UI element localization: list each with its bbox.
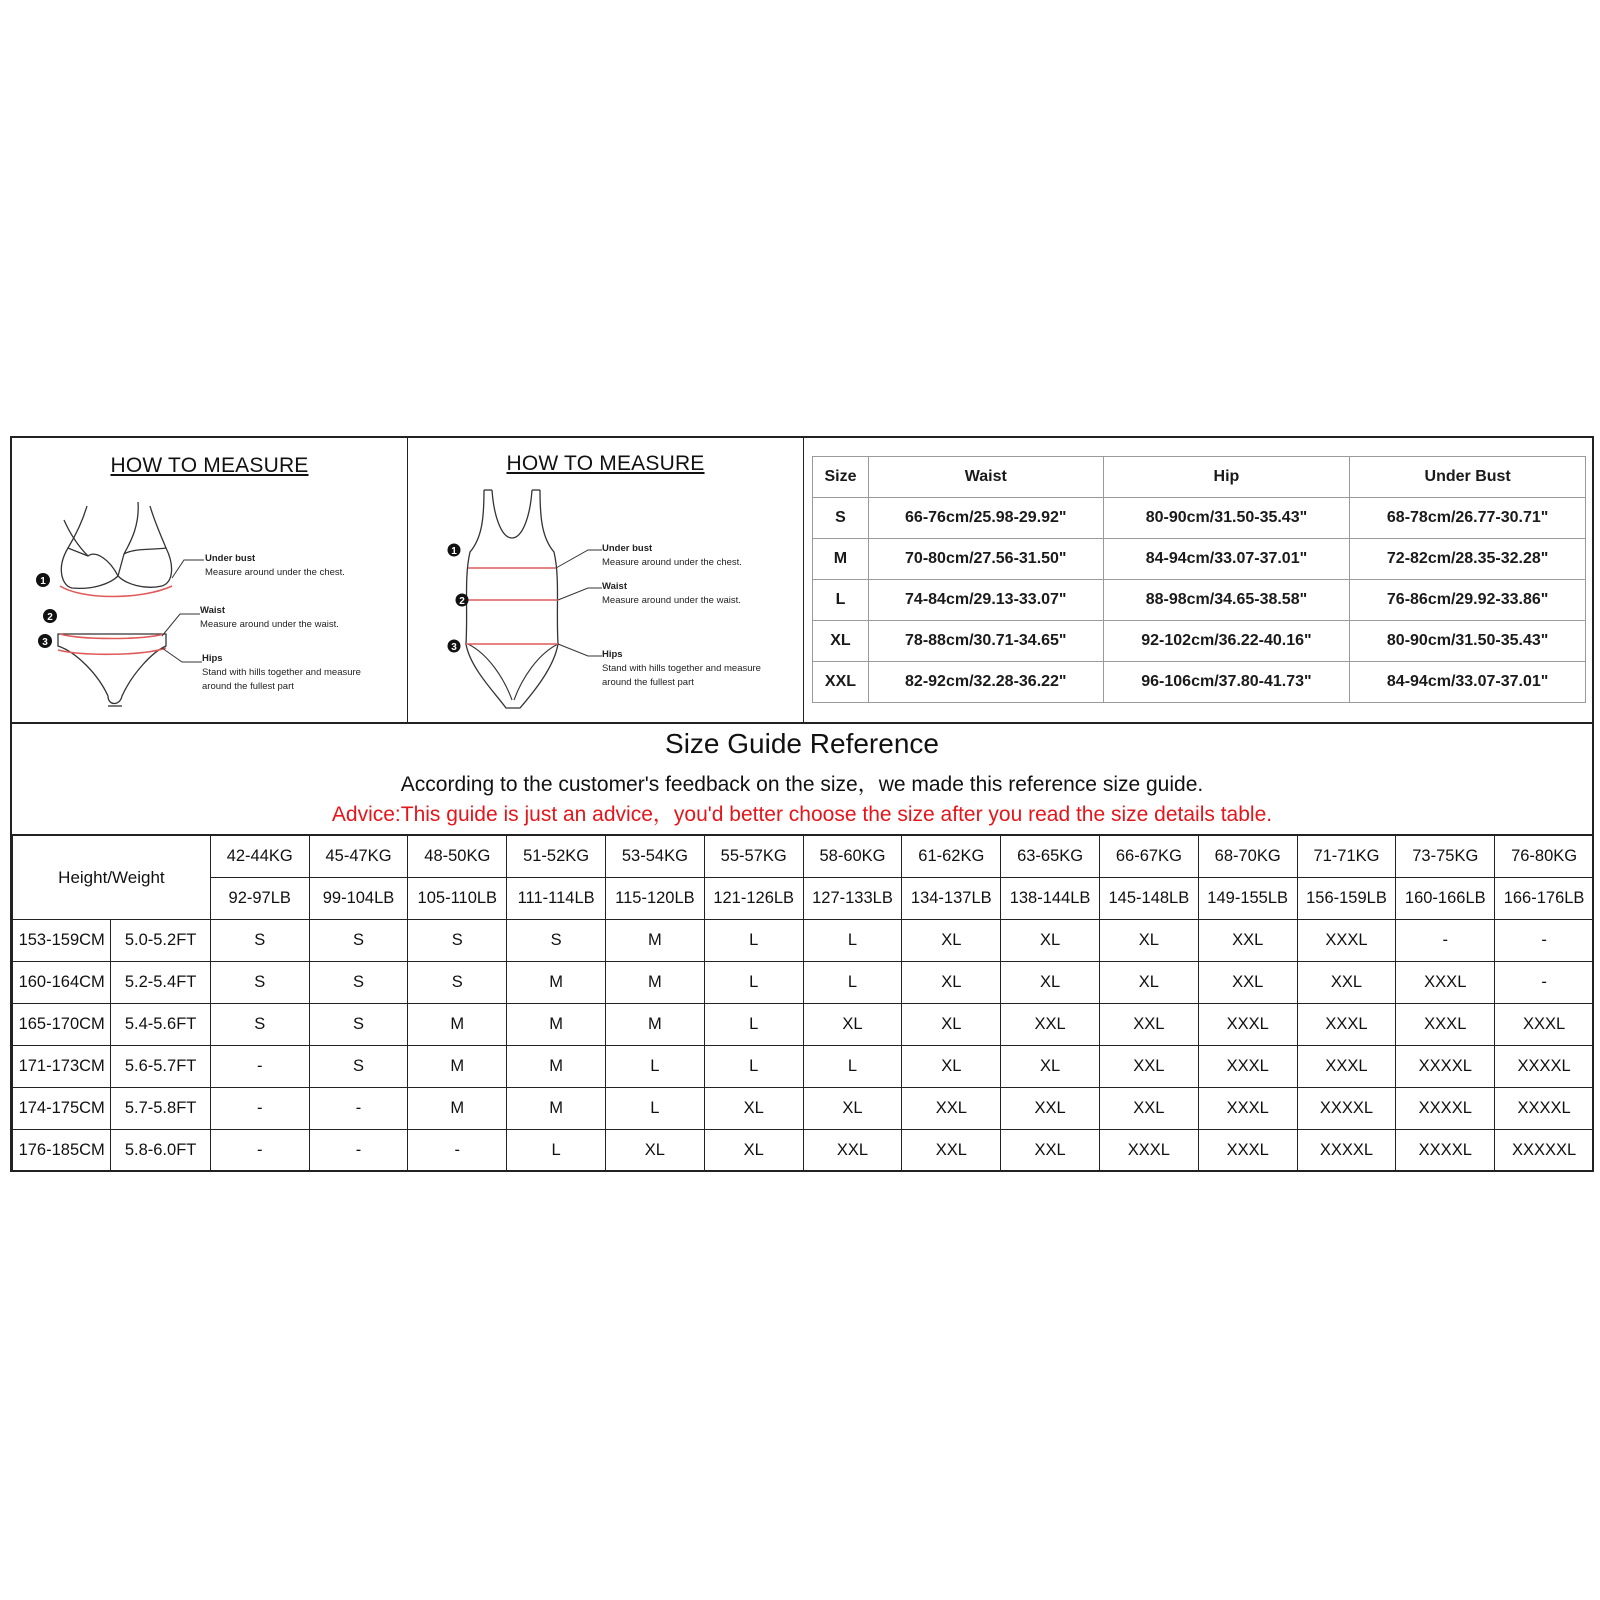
recommended-size-cell: M	[507, 962, 606, 1004]
recommended-size-cell: XL	[1001, 1046, 1100, 1088]
recommended-size-cell: XXXL	[1297, 1004, 1396, 1046]
recommended-size-cell: -	[408, 1130, 507, 1172]
size-table-row	[813, 662, 1586, 703]
weight-lb-header: 149-155LB	[1198, 878, 1297, 920]
recommended-size-cell: M	[408, 1046, 507, 1088]
hips-desc-line2: around the fullest part	[602, 677, 694, 688]
weight-lb-header: 145-148LB	[1099, 878, 1198, 920]
recommended-size-cell: XXXXL	[1396, 1130, 1495, 1172]
reference-row	[13, 1130, 1594, 1172]
recommended-size-cell: XXL	[1297, 962, 1396, 1004]
size-table-cell: 84-94cm/33.07-37.01"	[1350, 662, 1586, 703]
size-table-header-row	[813, 457, 1586, 498]
under-bust-desc: Measure around under the chest.	[205, 567, 345, 578]
reference-row	[13, 1004, 1594, 1046]
height-cm-cell: 174-175CM	[13, 1088, 111, 1130]
weight-lb-header: 111-114LB	[507, 878, 606, 920]
size-table-row	[813, 539, 1586, 580]
size-table-cell: S	[813, 498, 869, 539]
recommended-size-cell: L	[606, 1046, 705, 1088]
recommended-size-cell: M	[507, 1088, 606, 1130]
weight-lb-header: 160-166LB	[1396, 878, 1495, 920]
size-table-cell: 76-86cm/29.92-33.86"	[1350, 580, 1586, 621]
height-cm-cell: 160-164CM	[13, 962, 111, 1004]
size-table-cell: 80-90cm/31.50-35.43"	[1350, 621, 1586, 662]
recommended-size-cell: XXXL	[1198, 1130, 1297, 1172]
recommended-size-cell: XXL	[902, 1088, 1001, 1130]
recommended-size-cell: L	[803, 1046, 902, 1088]
recommended-size-cell: XXXL	[1198, 1046, 1297, 1088]
size-table-row	[813, 621, 1586, 662]
reference-row	[13, 920, 1594, 962]
size-table-cell: 80-90cm/31.50-35.43"	[1103, 498, 1350, 539]
weight-kg-header: 53-54KG	[606, 835, 705, 878]
hips-desc-line2: around the fullest part	[202, 681, 294, 692]
recommended-size-cell: XL	[902, 1046, 1001, 1088]
recommended-size-cell: S	[408, 920, 507, 962]
recommended-size-cell: M	[408, 1004, 507, 1046]
weight-kg-header: 61-62KG	[902, 835, 1001, 878]
recommended-size-cell: -	[309, 1130, 408, 1172]
weight-kg-header: 66-67KG	[1099, 835, 1198, 878]
reference-subtitle: According to the customer's feedback on the size，we made this reference size guide.	[400, 773, 1204, 796]
size-measurement-panel	[804, 438, 1594, 722]
waist-desc: Measure around under the waist.	[602, 595, 741, 606]
size-table-cell: XL	[813, 621, 869, 662]
how-to-measure-onepiece-panel	[408, 438, 804, 722]
svg-text:3: 3	[42, 637, 48, 648]
hip-line	[58, 648, 166, 654]
recommended-size-cell: M	[507, 1046, 606, 1088]
recommended-size-cell: XXL	[1001, 1004, 1100, 1046]
reference-kg-row	[13, 835, 1594, 878]
recommended-size-cell: -	[1495, 962, 1594, 1004]
weight-kg-header: 73-75KG	[1396, 835, 1495, 878]
weight-lb-header: 127-133LB	[803, 878, 902, 920]
size-table-cell: 96-106cm/37.80-41.73"	[1103, 662, 1350, 703]
recommended-size-cell: M	[606, 962, 705, 1004]
recommended-size-cell: L	[507, 1130, 606, 1172]
svg-text:1: 1	[451, 546, 457, 557]
recommended-size-cell: XL	[902, 1004, 1001, 1046]
svg-text:2: 2	[47, 612, 53, 623]
size-table-cell: 92-102cm/36.22-40.16"	[1103, 621, 1350, 662]
recommended-size-cell: XXXL	[1198, 1004, 1297, 1046]
size-reference-table	[12, 834, 1594, 1172]
recommended-size-cell: XL	[704, 1088, 803, 1130]
size-table-header: Hip	[1103, 457, 1350, 498]
recommended-size-cell: XXL	[1198, 920, 1297, 962]
weight-kg-header: 68-70KG	[1198, 835, 1297, 878]
recommended-size-cell: XL	[803, 1004, 902, 1046]
recommended-size-cell: S	[210, 962, 309, 1004]
svg-text:2: 2	[459, 596, 465, 607]
under-bust-desc: Measure around under the chest.	[602, 557, 742, 568]
recommended-size-cell: XXL	[1001, 1088, 1100, 1130]
weight-kg-header: 48-50KG	[408, 835, 507, 878]
size-table-row	[813, 498, 1586, 539]
how-to-measure-title: HOW TO MEASURE	[506, 452, 705, 475]
recommended-size-cell: XXXXL	[1396, 1046, 1495, 1088]
svg-text:1: 1	[40, 576, 46, 587]
recommended-size-cell: -	[1495, 920, 1594, 962]
size-table-cell: 70-80cm/27.56-31.50"	[868, 539, 1103, 580]
size-table-cell: XXL	[813, 662, 869, 703]
recommended-size-cell: XXXXL	[1297, 1088, 1396, 1130]
recommended-size-cell: XXL	[1099, 1046, 1198, 1088]
recommended-size-cell: M	[606, 1004, 705, 1046]
recommended-size-cell: XXXL	[1297, 920, 1396, 962]
size-table-cell: L	[813, 580, 869, 621]
height-cm-cell: 176-185CM	[13, 1130, 111, 1172]
recommended-size-cell: L	[704, 1046, 803, 1088]
how-to-measure-title: HOW TO MEASURE	[110, 454, 309, 477]
recommended-size-cell: XXXL	[1198, 1088, 1297, 1130]
hips-label: Hips	[202, 653, 223, 664]
height-ft-cell: 5.4-5.6FT	[111, 1004, 210, 1046]
reference-row	[13, 1046, 1594, 1088]
size-table-cell: 72-82cm/28.35-32.28"	[1350, 539, 1586, 580]
recommended-size-cell: XXXL	[1297, 1046, 1396, 1088]
recommended-size-cell: XXXXXL	[1495, 1130, 1594, 1172]
recommended-size-cell: L	[704, 1004, 803, 1046]
weight-lb-header: 121-126LB	[704, 878, 803, 920]
weight-kg-header: 63-65KG	[1001, 835, 1100, 878]
waist-line	[60, 634, 164, 639]
under-bust-label: Under bust	[205, 553, 256, 564]
weight-lb-header: 99-104LB	[309, 878, 408, 920]
recommended-size-cell: L	[803, 962, 902, 1004]
weight-lb-header: 115-120LB	[606, 878, 705, 920]
recommended-size-cell: XXXL	[1495, 1004, 1594, 1046]
height-cm-cell: 171-173CM	[13, 1046, 111, 1088]
hips-desc-line1: Stand with hills together and measure	[602, 663, 761, 674]
recommended-size-cell: M	[606, 920, 705, 962]
how-to-measure-bikini-panel	[12, 438, 408, 722]
size-table-cell: 78-88cm/30.71-34.65"	[868, 621, 1103, 662]
size-measurement-table	[812, 456, 1586, 703]
size-table-cell: 68-78cm/26.77-30.71"	[1350, 498, 1586, 539]
recommended-size-cell: S	[309, 1046, 408, 1088]
recommended-size-cell: S	[210, 1004, 309, 1046]
weight-lb-header: 166-176LB	[1495, 878, 1594, 920]
section-divider	[12, 722, 1592, 724]
recommended-size-cell: S	[309, 1004, 408, 1046]
recommended-size-cell: XXXXL	[1297, 1130, 1396, 1172]
recommended-size-cell: XXXXL	[1396, 1088, 1495, 1130]
weight-kg-header: 76-80KG	[1495, 835, 1594, 878]
waist-desc: Measure around under the waist.	[200, 619, 339, 630]
weight-kg-header: 55-57KG	[704, 835, 803, 878]
reference-title: Size Guide Reference	[665, 728, 939, 759]
size-table-header: Under Bust	[1350, 457, 1586, 498]
weight-lb-header: 105-110LB	[408, 878, 507, 920]
recommended-size-cell: XL	[606, 1130, 705, 1172]
height-ft-cell: 5.2-5.4FT	[111, 962, 210, 1004]
recommended-size-cell: XL	[902, 920, 1001, 962]
recommended-size-cell: S	[210, 920, 309, 962]
under-bust-label: Under bust	[602, 543, 653, 554]
recommended-size-cell: XL	[1099, 962, 1198, 1004]
reference-row	[13, 1088, 1594, 1130]
recommended-size-cell: XL	[1001, 962, 1100, 1004]
reference-lb-row	[13, 878, 1594, 920]
recommended-size-cell: L	[803, 920, 902, 962]
recommended-size-cell: XL	[704, 1130, 803, 1172]
recommended-size-cell: M	[507, 1004, 606, 1046]
recommended-size-cell: XXL	[1099, 1004, 1198, 1046]
hips-desc-line1: Stand with hills together and measure	[202, 667, 361, 678]
hips-label: Hips	[602, 649, 623, 660]
recommended-size-cell: XXXL	[1396, 1004, 1495, 1046]
height-cm-cell: 153-159CM	[13, 920, 111, 962]
weight-lb-header: 156-159LB	[1297, 878, 1396, 920]
recommended-size-cell: XL	[1001, 920, 1100, 962]
weight-kg-header: 58-60KG	[803, 835, 902, 878]
recommended-size-cell: XXL	[803, 1130, 902, 1172]
recommended-size-cell: XL	[803, 1088, 902, 1130]
recommended-size-cell: L	[606, 1088, 705, 1130]
size-table-header: Size	[813, 457, 869, 498]
recommended-size-cell: XXXXL	[1495, 1046, 1594, 1088]
waist-label: Waist	[200, 605, 225, 616]
recommended-size-cell: XXL	[1099, 1088, 1198, 1130]
size-table-cell: 66-76cm/25.98-29.92"	[868, 498, 1103, 539]
recommended-size-cell: S	[408, 962, 507, 1004]
reference-advice: Advice:This guide is just an advice，you'd better choose the size after you read the size details table.	[331, 803, 1273, 826]
recommended-size-cell: S	[309, 920, 408, 962]
recommended-size-cell: XXL	[1198, 962, 1297, 1004]
waist-label: Waist	[602, 581, 627, 592]
recommended-size-cell: XXL	[1001, 1130, 1100, 1172]
weight-lb-header: 92-97LB	[210, 878, 309, 920]
height-weight-label: Height/Weight	[13, 835, 211, 920]
size-chart-frame	[10, 436, 1594, 1172]
recommended-size-cell: XXL	[902, 1130, 1001, 1172]
weight-kg-header: 42-44KG	[210, 835, 309, 878]
reference-row	[13, 962, 1594, 1004]
recommended-size-cell: -	[1396, 920, 1495, 962]
size-table-row	[813, 580, 1586, 621]
recommended-size-cell: M	[408, 1088, 507, 1130]
weight-lb-header: 134-137LB	[902, 878, 1001, 920]
size-table-cell: 84-94cm/33.07-37.01"	[1103, 539, 1350, 580]
recommended-size-cell: -	[309, 1088, 408, 1130]
size-table-header: Waist	[868, 457, 1103, 498]
recommended-size-cell: S	[507, 920, 606, 962]
size-table-cell: M	[813, 539, 869, 580]
recommended-size-cell: XL	[902, 962, 1001, 1004]
size-table-cell: 74-84cm/29.13-33.07"	[868, 580, 1103, 621]
recommended-size-cell: L	[704, 962, 803, 1004]
recommended-size-cell: XXXL	[1396, 962, 1495, 1004]
recommended-size-cell: -	[210, 1046, 309, 1088]
recommended-size-cell: XXXXL	[1495, 1088, 1594, 1130]
height-ft-cell: 5.6-5.7FT	[111, 1046, 210, 1088]
height-ft-cell: 5.8-6.0FT	[111, 1130, 210, 1172]
recommended-size-cell: L	[704, 920, 803, 962]
height-ft-cell: 5.7-5.8FT	[111, 1088, 210, 1130]
recommended-size-cell: S	[309, 962, 408, 1004]
svg-text:3: 3	[451, 642, 457, 653]
recommended-size-cell: -	[210, 1130, 309, 1172]
weight-kg-header: 45-47KG	[309, 835, 408, 878]
size-table-cell: 88-98cm/34.65-38.58"	[1103, 580, 1350, 621]
recommended-size-cell: XL	[1099, 920, 1198, 962]
recommended-size-cell: -	[210, 1088, 309, 1130]
size-table-cell: 82-92cm/32.28-36.22"	[868, 662, 1103, 703]
weight-kg-header: 51-52KG	[507, 835, 606, 878]
height-ft-cell: 5.0-5.2FT	[111, 920, 210, 962]
height-cm-cell: 165-170CM	[13, 1004, 111, 1046]
weight-kg-header: 71-71KG	[1297, 835, 1396, 878]
weight-lb-header: 138-144LB	[1001, 878, 1100, 920]
recommended-size-cell: XXXL	[1099, 1130, 1198, 1172]
